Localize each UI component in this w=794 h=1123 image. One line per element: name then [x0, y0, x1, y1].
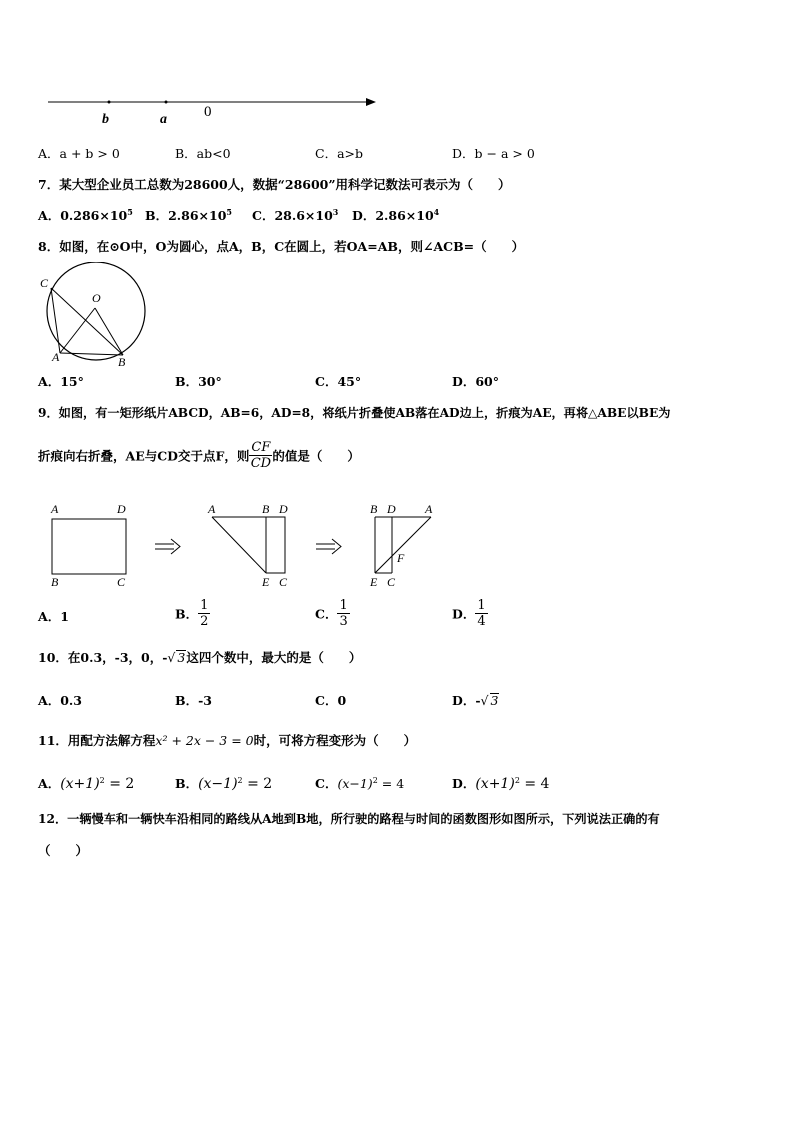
fig3-label-d: D	[387, 502, 396, 516]
q8-stem: 8．如图，在⊙O中，O为圆心，点A，B，C在圆上，若OA=AB，则∠ACB=（ ）	[38, 239, 525, 254]
point-label-zero: 0	[204, 104, 212, 120]
q9-option-d[interactable]: D． $\frac{1}{4}$	[452, 598, 486, 629]
q8-label-o: O	[92, 291, 101, 305]
q9-option-a[interactable]: A．1	[38, 609, 69, 624]
q8-option-c[interactable]: C．45°	[315, 374, 362, 389]
q7-option-b[interactable]: B．$2.86\times 10^5$	[145, 207, 232, 223]
q9-stem-line2: 折痕向右折叠，AE与CD交于点F，则 $\frac{CF}{CD}$ 的值是（ ）	[38, 440, 360, 471]
q7-option-d[interactable]: D．$2.86\times 10^4$	[352, 207, 440, 223]
fig2-label-b: B	[262, 502, 270, 516]
fig2-label-c: C	[279, 575, 288, 589]
fig1-label-a: A	[51, 502, 59, 516]
fig2-label-a: A	[208, 502, 216, 516]
q9-stem-line1: 9．如图，有一矩形纸片ABCD，AB=6，AD=8，将纸片折叠使AB落在AD边上，折痕为AE，再将△ABE以BE为	[38, 406, 671, 420]
q6-option-c[interactable]: C．a>b	[315, 146, 363, 161]
point-label-b: b	[102, 112, 109, 127]
q12-stem-line2: （ ）	[38, 843, 89, 858]
fig3-label-b: B	[370, 502, 378, 516]
q10-option-d[interactable]: D．-√ 3	[452, 693, 499, 708]
q12-stem-line1: 12．一辆慢车和一辆快车沿相同的路线从A地到B地，所行驶的路程与时间的函数图形如图所示，下列说法正确的有	[38, 812, 660, 826]
q8-option-a[interactable]: A．15°	[38, 374, 84, 389]
q6-option-a[interactable]: A．a + b > 0	[38, 146, 120, 161]
fig1-label-c: C	[117, 575, 126, 589]
q6-option-b[interactable]: B．ab<0	[175, 146, 231, 161]
q7-option-c[interactable]: C．$28.6\times 10^3$	[252, 207, 339, 223]
q9-fold-figures	[44, 500, 444, 592]
q10-option-b[interactable]: B．-3	[175, 693, 212, 708]
fig2-label-d: D	[279, 502, 288, 516]
fig2-label-e: E	[262, 575, 270, 589]
double-arrow-icon	[155, 539, 180, 554]
point-label-a: a	[160, 112, 167, 127]
q11-stem: 11．用配方法解方程x² + 2x − 3 = 0时，可将方程变形为（ ）	[38, 733, 417, 748]
fig3-label-a: A	[425, 502, 433, 516]
q10-option-a[interactable]: A．0.3	[38, 693, 82, 708]
q6-option-d[interactable]: D．b − a > 0	[452, 146, 535, 161]
q7-stem: 7．某大型企业员工总数为28600人，数据“28600”用科学记数法可表示为（ ）	[38, 177, 511, 192]
double-arrow-icon	[316, 539, 341, 554]
q8-label-a: A	[52, 350, 60, 364]
q10-stem: 10．在0.3，-3，0，-√ 3这四个数中，最大的是（ ）	[38, 650, 362, 665]
q9-option-b[interactable]: B． $\frac{1}{2}$	[175, 598, 209, 629]
fig1-label-d: D	[117, 502, 126, 516]
q11-option-c[interactable]: C．$(x-1)^2 = 4$	[315, 776, 405, 791]
q11-equation: x² + 2x − 3 = 0	[155, 733, 254, 748]
q10-option-c[interactable]: C．0	[315, 693, 347, 708]
q11-option-a[interactable]: A．$(x+1)^2 = 2$	[38, 776, 135, 792]
fig1-label-b: B	[51, 575, 59, 589]
fig3-label-f: F	[397, 551, 405, 565]
q7-option-a[interactable]: A．$0.286\times 10^5$	[38, 207, 133, 223]
q9-fraction-cf-cd: $\frac{CF}{CD}$	[250, 440, 272, 471]
fig3-label-e: E	[370, 575, 378, 589]
number-line-figure	[48, 92, 383, 128]
q8-label-c: C	[40, 276, 49, 290]
q8-option-b[interactable]: B．30°	[175, 374, 222, 389]
q11-option-d[interactable]: D．$(x+1)^2 = 4$	[452, 776, 550, 792]
q8-option-d[interactable]: D．60°	[452, 374, 499, 389]
q8-circle-figure	[36, 262, 150, 368]
q9-option-c[interactable]: C． $\frac{1}{3}$	[315, 598, 348, 629]
fig3-label-c: C	[387, 575, 396, 589]
q8-label-b: B	[118, 355, 126, 368]
q11-option-b[interactable]: B．$(x-1)^2 = 2$	[175, 776, 273, 792]
